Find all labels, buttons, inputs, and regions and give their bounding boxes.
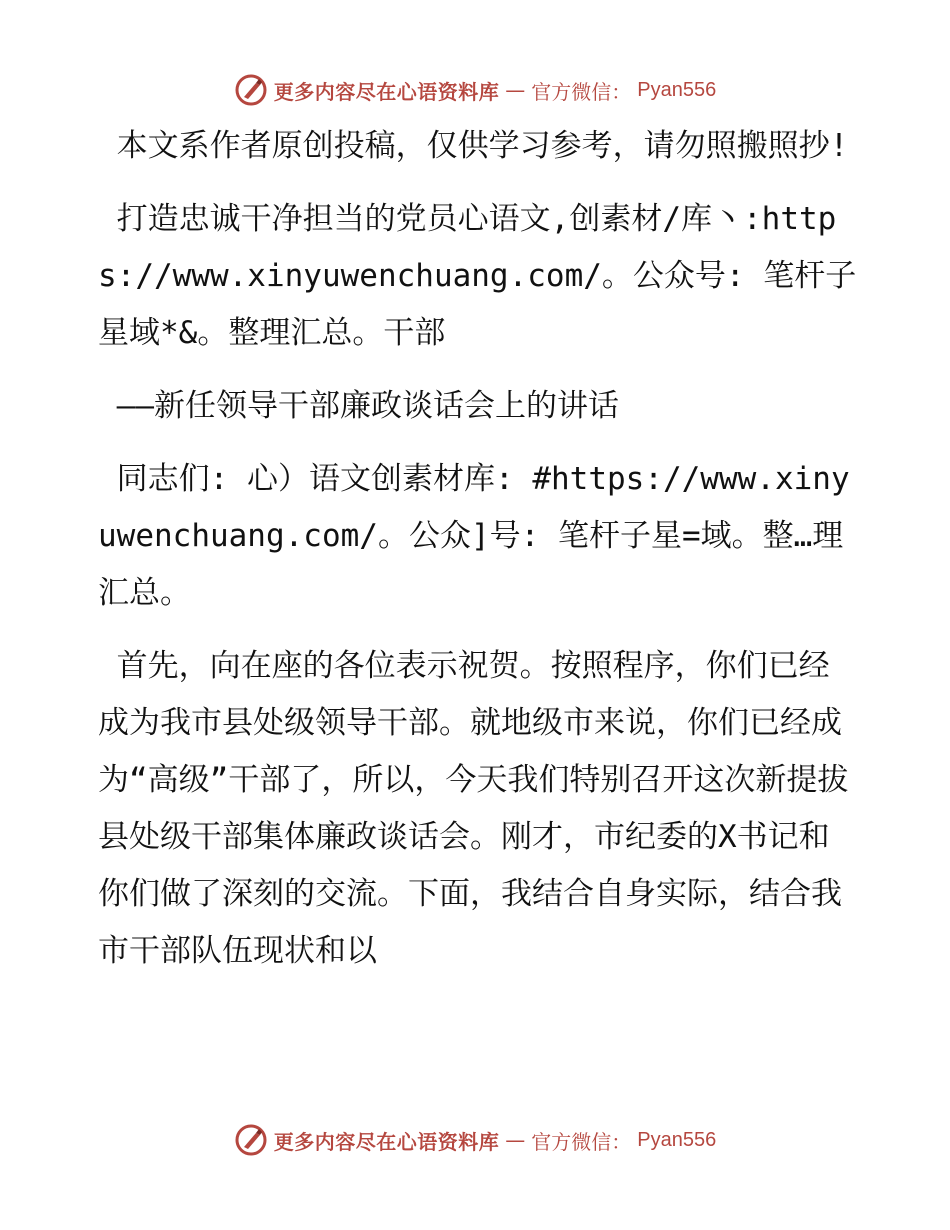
banner-title: 更多内容尽在心语资料库 bbox=[273, 1129, 500, 1154]
banner-official-label: 官方微信： bbox=[531, 1129, 632, 1154]
banner-title: 更多内容尽在心语资料库 bbox=[273, 79, 500, 104]
banner-dash: — bbox=[505, 1128, 526, 1152]
banner-official-label: 官方微信： bbox=[531, 79, 632, 104]
banner-dash: — bbox=[505, 78, 526, 102]
header-banner bbox=[0, 70, 950, 110]
paragraph-body: 首先，向在座的各位表示祝贺。按照程序，你们已经成为我市县处级领导干部。就地级市来说，你们已经成为“高级”干部了，所以，今天我们特别召开这次新提拔县处级干部集体廉政谈话会。刚才，市纪委的X书记和你们做了深刻的交流。下面，我结合自身实际，结合我市干部队伍现状和以 bbox=[98, 648, 849, 969]
banner-wechat-id: Pyan556 bbox=[637, 1128, 717, 1151]
banner-wechat-id: Pyan556 bbox=[637, 78, 717, 101]
banner-content bbox=[234, 1123, 716, 1157]
banner-content bbox=[234, 73, 716, 107]
pen-logo-icon bbox=[234, 73, 268, 107]
paragraph-greeting: 同志们: 心）语文创素材库: #https://www.xinyuwenchuang.com/。公众]号: 笔杆子星=域。整…理汇总。 bbox=[98, 461, 850, 611]
document-body bbox=[98, 118, 858, 996]
pen-logo-icon bbox=[234, 1123, 268, 1157]
paragraph-subtitle: ——新任领导干部廉政谈话会上的讲话 bbox=[98, 388, 619, 424]
paragraph-disclaimer: 本文系作者原创投稿，仅供学习参考，请勿照搬照抄! bbox=[98, 128, 849, 164]
paragraph-source: 打造忠诚干净担当的党员心语文,创素材/库丶:https://www.xinyuwenchuang.com/。公众号: 笔杆子星域*&。整理汇总。干部 bbox=[98, 201, 857, 351]
footer-banner bbox=[0, 1120, 950, 1160]
